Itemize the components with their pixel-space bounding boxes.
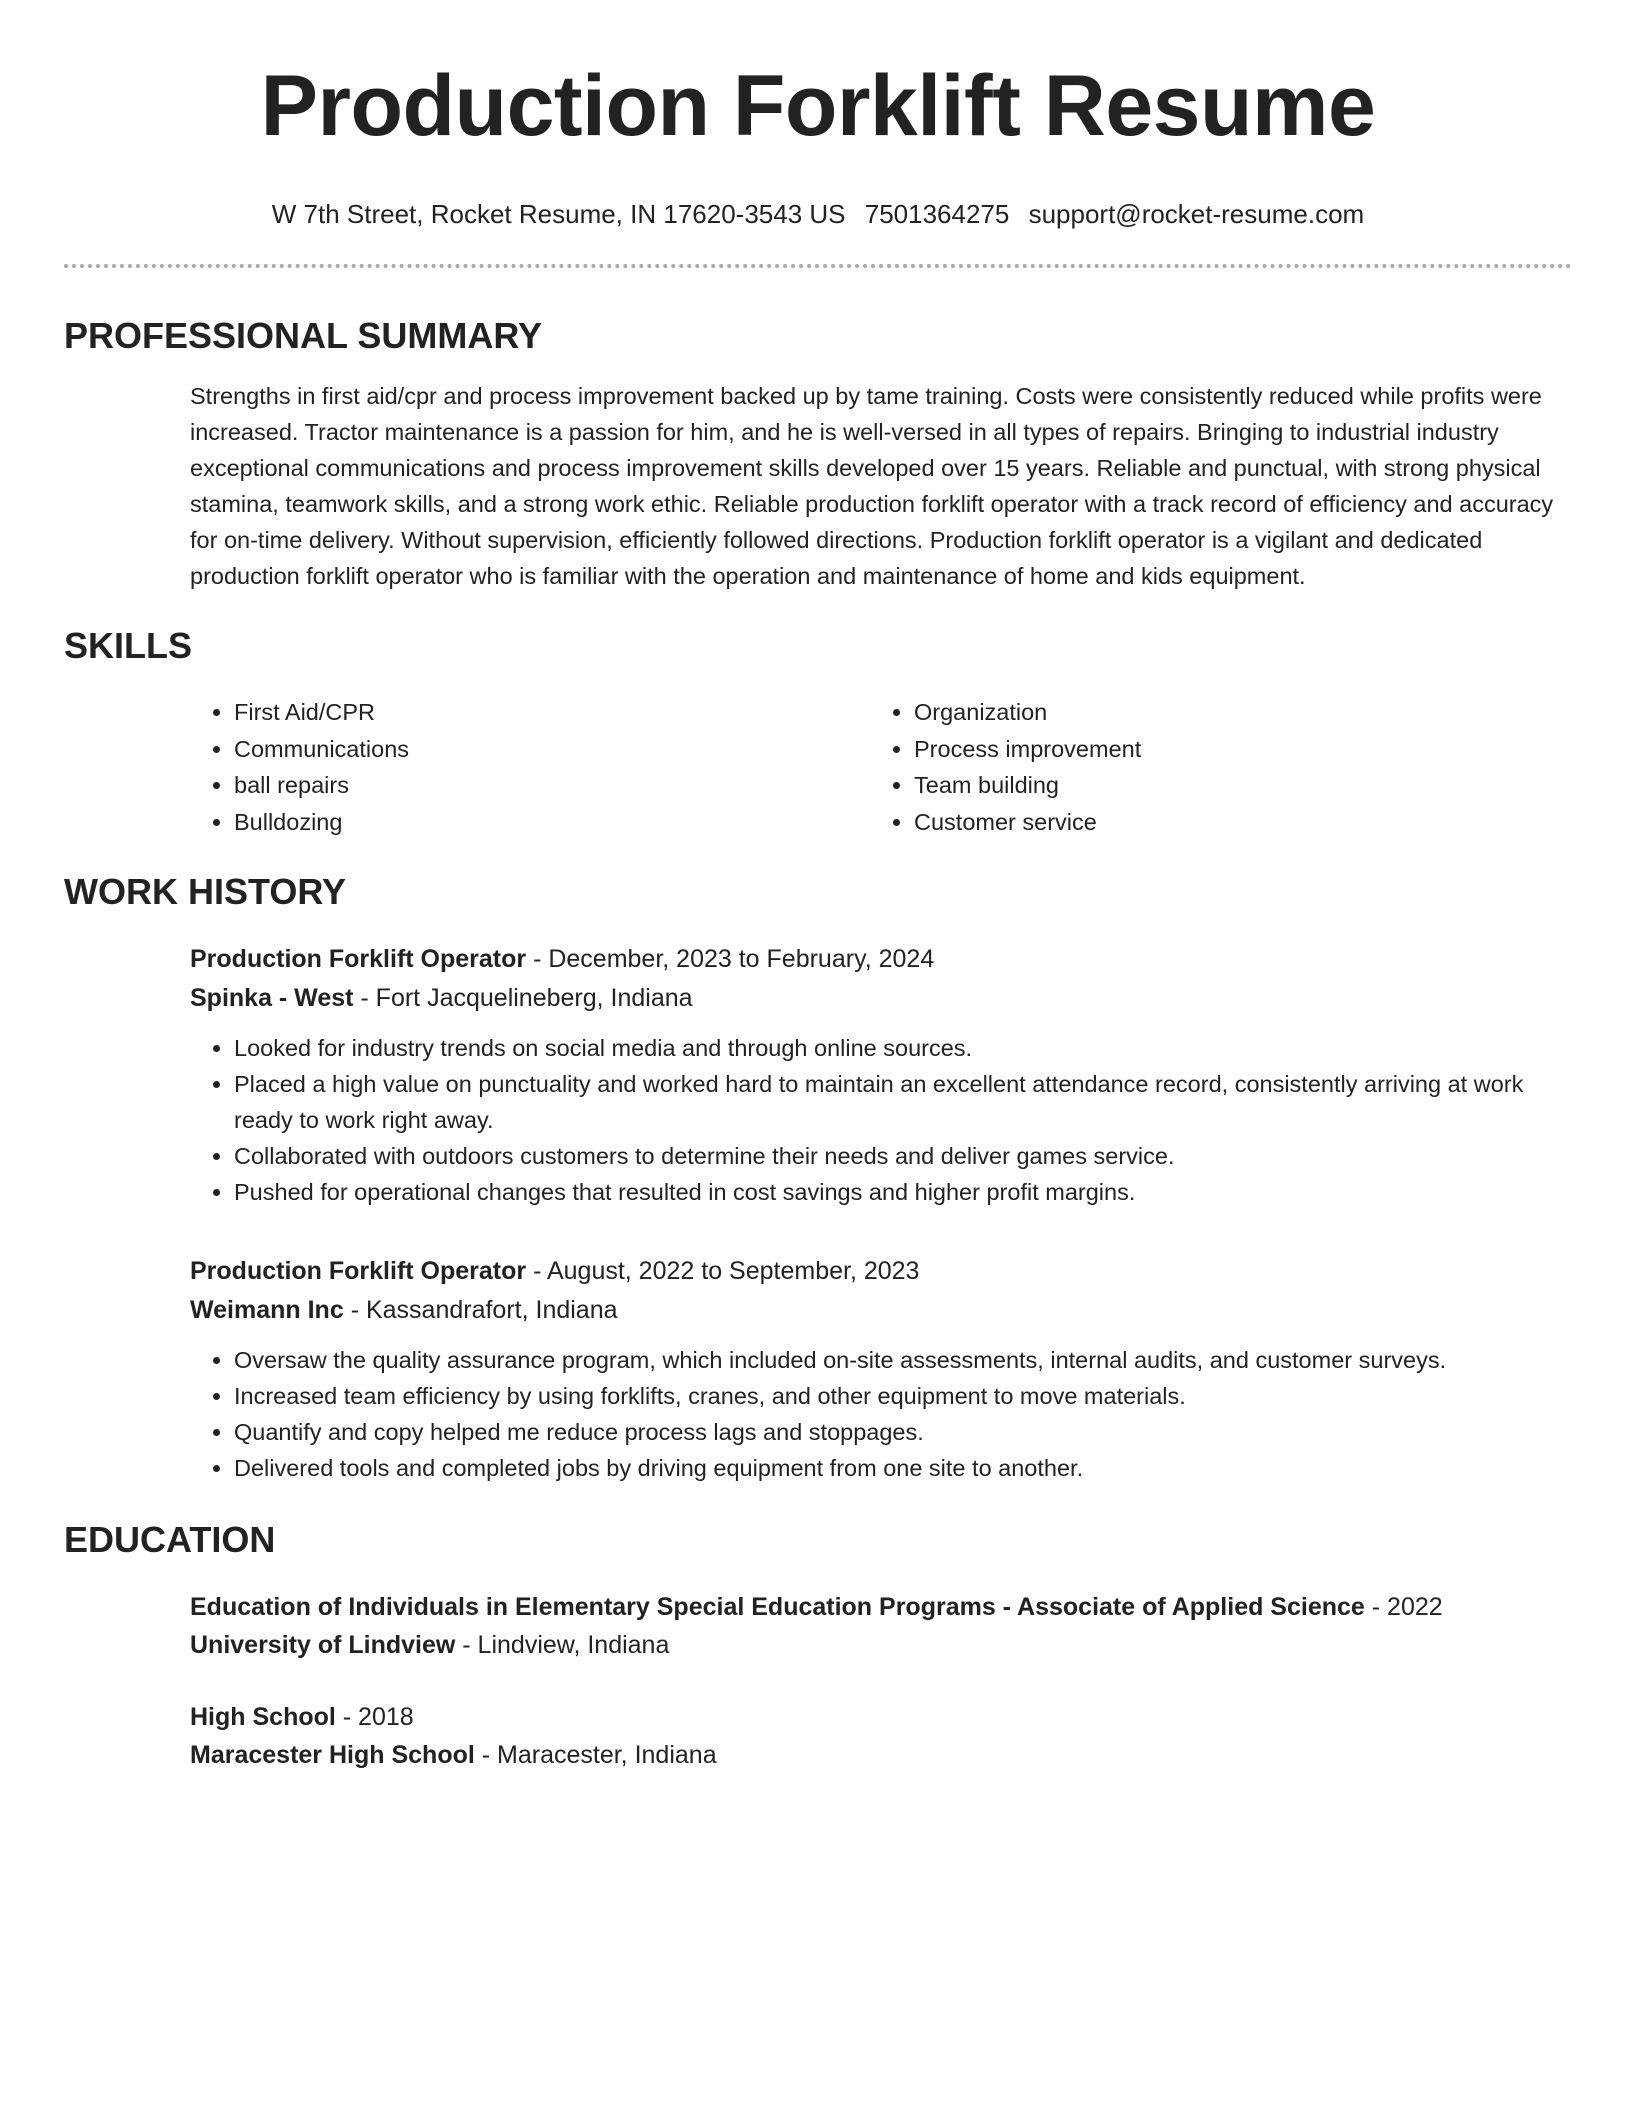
job-company: Spinka - West — [190, 984, 354, 1012]
school-location: - Lindview, Indiana — [455, 1631, 670, 1659]
skill-item: • ball repairs — [234, 767, 870, 804]
degree-year: - 2022 — [1364, 1593, 1443, 1621]
job-bullet: • Delivered tools and completed jobs by driving equipment from one site to another. — [234, 1450, 1572, 1486]
education-entry — [190, 1698, 1572, 1774]
job-bullet: • Quantify and copy helped me reduce process lags and stoppages. — [234, 1414, 1572, 1450]
skill-item: • Team building — [914, 767, 1550, 804]
work-history-heading: WORK HISTORY — [64, 871, 347, 912]
skills-heading: SKILLS — [64, 625, 193, 666]
header-divider — [64, 264, 1572, 268]
job-bullet: • Increased team efficiency by using forklifts, cranes, and other equipment to move materials. — [234, 1378, 1572, 1414]
phone-text: 7501364275 — [864, 199, 1010, 229]
school-location: - Maracester, Indiana — [474, 1741, 717, 1769]
job-bullets — [190, 1342, 1572, 1486]
page-title: Production Forklift Resume — [260, 58, 1376, 154]
job-location: - Kassandrafort, Indiana — [343, 1296, 618, 1324]
job-bullet: • Oversaw the quality assurance program, which included on-site assessments, internal audits, and customer surveys. — [234, 1342, 1572, 1378]
degree-line — [190, 1588, 1572, 1626]
skills-column-right — [870, 694, 1550, 840]
school-line — [190, 1736, 1572, 1774]
degree-name: High School — [190, 1703, 336, 1731]
job-entry — [190, 1252, 1572, 1486]
job-company: Weimann Inc — [190, 1296, 344, 1324]
job-location: - Fort Jacquelineberg, Indiana — [353, 984, 693, 1012]
job-bullets — [190, 1030, 1572, 1210]
education-heading: EDUCATION — [64, 1519, 276, 1560]
skill-item: • First Aid/CPR — [234, 694, 870, 731]
skills-list — [190, 694, 1572, 840]
skill-item: • Customer service — [914, 804, 1550, 841]
school-name: Maracester High School — [190, 1741, 475, 1769]
job-bullet: • Pushed for operational changes that resulted in cost savings and higher profit margins. — [234, 1174, 1572, 1210]
job-bullet: • Placed a high value on punctuality and worked hard to maintain an excellent attendance record, consistently arriving at work ready to work right away. — [234, 1066, 1572, 1138]
summary-heading: PROFESSIONAL SUMMARY — [64, 315, 543, 356]
degree-year: - 2018 — [335, 1703, 414, 1731]
skill-item: • Process improvement — [914, 731, 1550, 768]
job-title: Production Forklift Operator — [190, 945, 527, 973]
job-dates: - December, 2023 to February, 2024 — [526, 945, 935, 973]
resume-page — [64, 0, 1572, 1774]
skill-item: • Organization — [914, 694, 1550, 731]
email-text: support@rocket-resume.com — [1028, 199, 1365, 229]
job-bullet: • Collaborated with outdoors customers to determine their needs and deliver games service. — [234, 1138, 1572, 1174]
school-line — [190, 1626, 1572, 1664]
job-title: Production Forklift Operator — [190, 1257, 527, 1285]
skill-item: • Bulldozing — [234, 804, 870, 841]
skills-column-left — [190, 694, 870, 840]
address-text: W 7th Street, Rocket Resume, IN 17620-3543 US — [271, 199, 846, 229]
job-entry — [190, 940, 1572, 1210]
job-title-line — [190, 940, 1572, 979]
job-company-line — [190, 1291, 1572, 1330]
school-name: University of Lindview — [190, 1631, 456, 1659]
education-entry — [190, 1588, 1572, 1664]
job-bullet: • Looked for industry trends on social media and through online sources. — [234, 1030, 1572, 1066]
degree-name: Education of Individuals in Elementary Special Education Programs - Associate of Applied Science — [190, 1593, 1365, 1621]
skill-item: • Communications — [234, 731, 870, 768]
job-title-line — [190, 1252, 1572, 1291]
job-company-line — [190, 979, 1572, 1018]
contact-line — [64, 198, 1572, 230]
job-dates: - August, 2022 to September, 2023 — [526, 1257, 920, 1285]
degree-line — [190, 1698, 1572, 1736]
summary-text: Strengths in first aid/cpr and process improvement backed up by tame training. Costs were consistently reduced while profits were increased. Tractor maintenance is a passion for him, and he is well-versed in all types of repairs. Bringing to industrial industry exceptional communications and process improvement skills developed over 15 years. Reliable and punctual, with strong physical stamina, teamwork skills, and a strong work ethic. Reliable production forklift operator with a track record of efficiency and accuracy for on-time delivery. Without supervision, efficiently followed directions. Production forklift operator is a vigilant and dedicated production forklift operator who is familiar with the operation and maintenance of home and kids equipment. — [190, 383, 1554, 589]
